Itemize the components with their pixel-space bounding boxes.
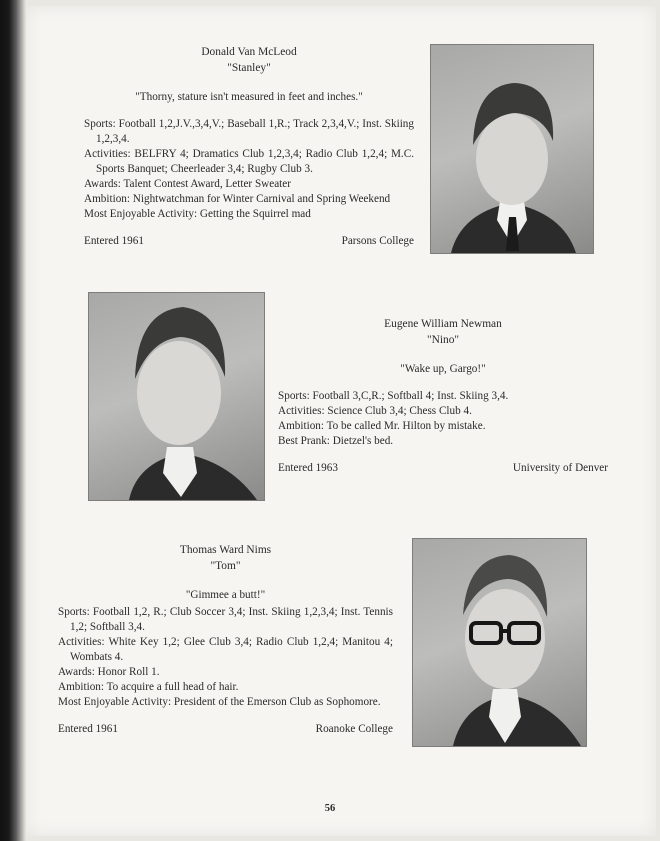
portrait-silhouette-icon: [413, 539, 586, 746]
college-name: University of Denver: [512, 462, 608, 474]
entered-year: Entered 1961: [84, 235, 144, 247]
detail-enjoyable-activity: Most Enjoyable Activity: President of the Emerson Club as Sophomore.: [58, 696, 381, 708]
detail-awards: Awards: Talent Contest Award, Letter Sweater: [84, 178, 291, 190]
entered-year: Entered 1961: [58, 723, 118, 735]
student-name: Eugene William Newman: [384, 318, 502, 330]
student-footer: [58, 722, 393, 737]
student-quote: "Gimmee a butt!": [185, 589, 266, 601]
student-details: [84, 117, 414, 222]
detail-ambition: Ambition: To acquire a full head of hair.: [58, 681, 239, 693]
student-details: [58, 605, 393, 710]
detail-activities: Activities: Science Club 3,4; Chess Club 4.: [278, 405, 472, 417]
college-name: Parsons College: [341, 235, 414, 247]
portrait-silhouette-icon: [431, 45, 593, 253]
detail-awards: Awards: Honor Roll 1.: [58, 666, 160, 678]
student-name: Donald Van McLeod: [201, 46, 297, 58]
student-entry-newman: [278, 316, 608, 476]
detail-activities: Activities: White Key 1,2; Glee Club 3,4; Radio Club 1,2,4; Manitou 4; Wombats 4.: [58, 636, 393, 663]
portrait-photo-newman: [88, 292, 265, 501]
student-nickname: "Tom": [210, 560, 241, 572]
student-nickname: "Stanley": [227, 62, 271, 74]
student-nickname: "Nino": [426, 334, 460, 346]
portrait-photo-mcleod: [430, 44, 594, 254]
detail-sports: Sports: Football 1,2, R.; Club Soccer 3,4; Inst. Skiing 1,2,3,4; Inst. Tennis 1,2; Softball 3,4.: [58, 606, 393, 633]
student-quote: "Thorny, stature isn't measured in feet and inches.": [135, 91, 363, 103]
portrait-silhouette-icon: [89, 293, 264, 500]
detail-sports: Sports: Football 1,2,J.V.,3,4,V.; Baseball 1,R.; Track 2,3,4,V.; Inst. Skiing 1,2,3,4.: [84, 118, 414, 145]
detail-sports: Sports: Football 3,C,R.; Softball 4; Inst. Skiing 3,4.: [278, 390, 509, 402]
student-entry-mcleod: [84, 44, 414, 249]
entered-year: Entered 1963: [278, 462, 338, 474]
book-binding: [0, 0, 26, 841]
student-name: Thomas Ward Nims: [179, 544, 272, 556]
college-name: Roanoke College: [315, 723, 393, 735]
student-quote: "Wake up, Gargo!": [400, 363, 486, 375]
page-number: 56: [324, 803, 336, 814]
detail-enjoyable-activity: Most Enjoyable Activity: Getting the Squirrel mad: [84, 208, 311, 220]
detail-ambition: Ambition: To be called Mr. Hilton by mistake.: [278, 420, 486, 432]
student-details: [278, 389, 608, 449]
detail-best-prank: Best Prank: Dietzel's bed.: [278, 435, 394, 447]
portrait-photo-nims: [412, 538, 587, 747]
student-footer: [84, 234, 414, 249]
detail-activities: Activities: BELFRY 4; Dramatics Club 1,2,3,4; Radio Club 1,2,4; M.C. Sports Banquet; Cheerleader 3,4; Rugby Club 3.: [84, 148, 414, 175]
detail-ambition: Ambition: Nightwatchman for Winter Carnival and Spring Weekend: [84, 193, 391, 205]
student-footer: [278, 461, 608, 476]
student-entry-nims: [58, 542, 393, 737]
